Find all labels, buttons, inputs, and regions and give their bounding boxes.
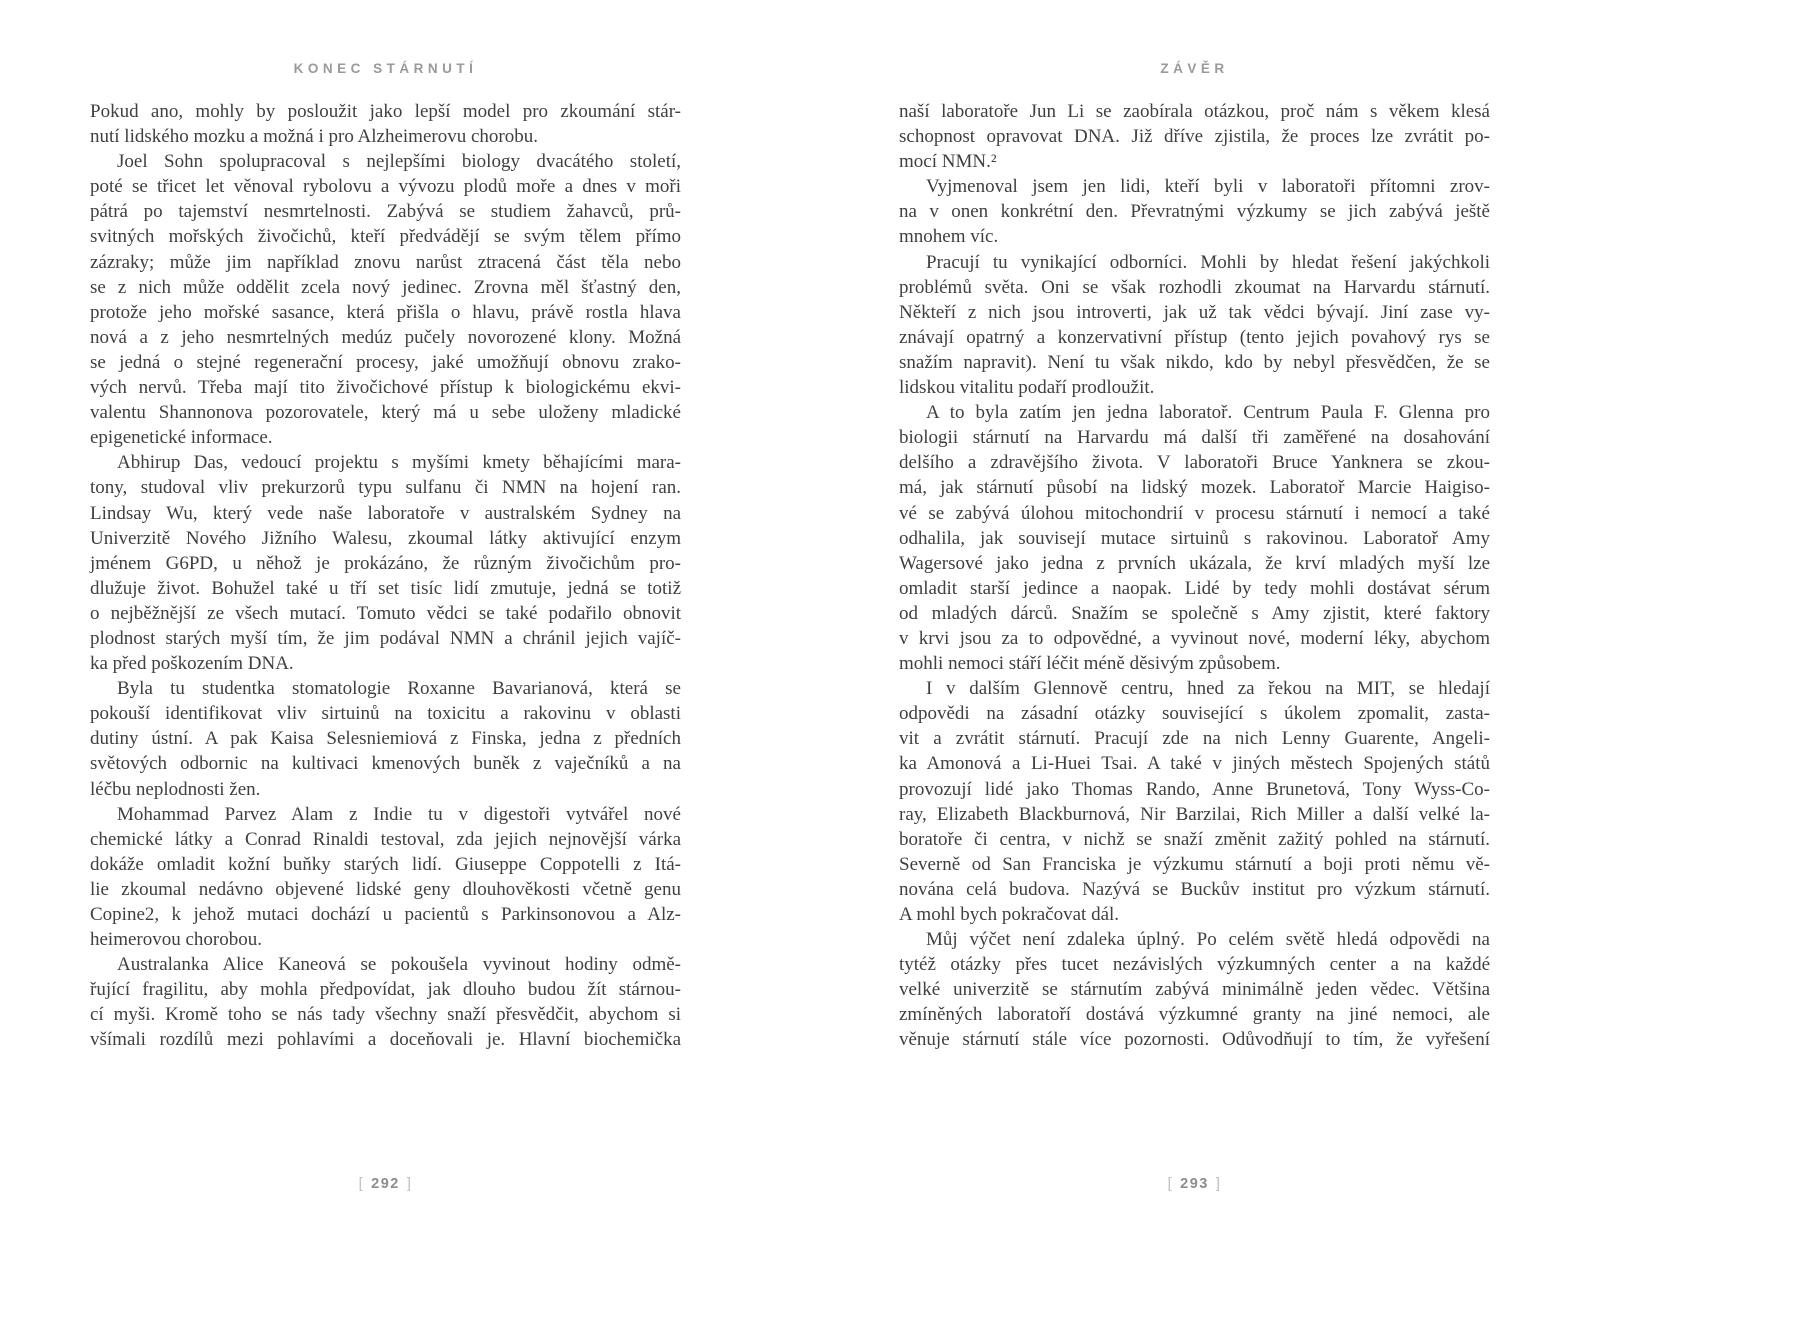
page-number-right [899,1176,1490,1192]
text-line: schopnost opravovat DNA. Již dříve zjistila, že proces lze zvrátit po- [899,126,1490,148]
page-body-left [90,99,681,1053]
text-line: mocí NMN.² [899,151,997,173]
text-line: poté se třicet let věnoval rybolovu a vývozu plodů moře a dnes v moři [90,176,681,198]
text-line: Lindsay Wu, který vede naše laboratoře v australském Sydney na [90,502,681,524]
text-line: nována celá budova. Nazývá se Buckův institut pro výzkum stárnutí. [899,878,1490,900]
text-line: snažím napravit). Není tu však nikdo, kdo by nebyl přesvědčen, že se [899,351,1490,373]
folio-number: 293 [1180,1176,1209,1192]
text-line: se z nich může oddělit zcela nový jedinec. Zrovna měl šťastný den, [90,276,681,298]
running-header-left: KONEC STÁRNUTÍ [293,61,478,76]
text-line: ka před poškozením DNA. [90,653,294,675]
text-line: epigenetické informace. [90,427,273,449]
text-line: na v onen konkrétní den. Převratnými výzkumy se jich zabývá ještě [899,201,1490,223]
text-line: Pracují tu vynikající odborníci. Mohli by hledat řešení jakýchkoli [926,251,1490,273]
text-line: svitných mořských živočichů, kteří předvádějí se svým tělem přímo [90,226,681,248]
text-line: tytéž otázky přes tucet nezávislých výzkumných center a na každé [899,954,1490,976]
folio-number: 292 [371,1176,400,1192]
text-line: v krvi jsou za to odpovědné, a vyvinout nové, moderní léky, abychom [899,627,1490,649]
text-line: odhalila, jak souvisejí mutace sirtuinů s rakovinou. Laboratoř Amy [899,527,1490,549]
text-line: Joel Sohn spolupracoval s nejlepšími biology dvacátého století, [117,151,681,173]
text-line: protože jeho mořské sasance, která přišla o hlavu, právě rostla hlava [90,301,681,323]
text-line: mnohem víc. [899,226,999,248]
folio-close-bracket: ] [406,1176,413,1192]
text-line: ray, Elizabeth Blackburnová, Nir Barzilai, Rich Miller a další velké la- [899,803,1490,825]
text-line: Byla tu studentka stomatologie Roxanne Bavarianová, která se [117,678,681,700]
text-line: Mohammad Parvez Alam z Indie tu v digestoři vytvářel nové [117,803,681,825]
text-line: delšího a zdravějšího života. V laboratoři Bruce Yanknera se zkou- [899,452,1490,474]
text-line: Wagersové jako jedna z prvních ukázala, že krví mladých myší lze [899,552,1490,574]
page-number-left [90,1176,681,1192]
folio-open-bracket: [ [1167,1176,1174,1192]
text-line: vit a zvrátit stárnutí. Pracují zde na nich Lenny Guarente, Angeli- [899,728,1490,750]
text-line: heimerovou chorobou. [90,929,263,951]
text-line: cí myši. Kromě toho se nás tady všechny snaží přesvědčit, abychom si [90,1004,681,1026]
running-header-right: ZÁVĚR [1160,61,1229,76]
text-line: zmíněných laboratoří dostává výzkumné granty na jiné nemoci, ale [899,1004,1490,1026]
text-line: Můj výčet není zdaleka úplný. Po celém světě hledá odpovědi na [926,929,1490,951]
text-line: ka Amonová a Li-Huei Tsai. A také v jiných městech Spojených států [899,753,1490,775]
text-line: omladit starší jedince a naopak. Lidé by tedy mohli dostávat sérum [899,577,1490,599]
text-line: dokáže omladit kožní buňky starých lidí. Giuseppe Coppotelli z Itá- [90,853,681,875]
text-line: Univerzitě Nového Jižního Walesu, zkoumal látky aktivující enzym [90,527,681,549]
text-line: lidskou vitalitu podaří prodloužit. [899,377,1155,399]
text-line: vé se zabývá úlohou mitochondrií v procesu stárnutí i nemocí a také [899,502,1490,524]
text-line: chemické látky a Conrad Rinaldi testoval, zda jejich nejnovější várka [90,828,681,850]
text-line: znávají opatrný a konzervativní přístup (tento jejich povahový rys se [899,326,1490,348]
text-line: A to byla zatím jen jedna laboratoř. Centrum Paula F. Glenna pro [926,402,1490,424]
text-line: lie zkoumal nedávno objevené lidské geny dlouhověkosti včetně genu [90,878,681,900]
text-line: zázraky; může jim například znovu narůst ztracená část těla nebo [90,251,681,273]
text-line: tony, studoval vliv prekurzorů typu sulfanu či NMN na hojení ran. [90,477,681,499]
text-line: Vyjmenoval jsem jen lidi, kteří byli v laboratoři přítomni zrov- [926,176,1490,198]
text-line: I v dalším Glennově centru, hned za řekou na MIT, se hledají [926,678,1490,700]
text-line: dutiny ústní. A pak Kaisa Selesniemiová z Finska, jedna z předních [90,728,681,750]
text-line: plodnost starých myší tím, že jim podával NMN a chránil jejich vajíč- [90,627,681,649]
text-line: jménem G6PD, u něhož je prokázáno, že různým živočichům pro- [90,552,681,574]
text-line: naší laboratoře Jun Li se zaobírala otázkou, proč nám s věkem klesá [899,101,1490,122]
text-line: Někteří z nich jsou introverti, jak už tak vědci bývají. Jiní zase vy- [899,301,1490,323]
text-line: mohli nemoci stáří léčit méně děsivým způsobem. [899,653,1281,675]
text-line: vých nervů. Třeba mají tito živočichové přístup k biologickému ekvi- [90,377,681,399]
text-line: odpovědi na zásadní otázky související s úkolem zpomalit, zasta- [899,703,1490,725]
text-line: řující fragilitu, aby mohla předpovídat, jak dlouho budou žít stárnou- [90,979,681,1001]
text-line: dlužuje život. Bohužel také u tří set tisíc lidí zmutuje, jedná se totiž [90,577,681,599]
text-line: věnuje stárnutí stále více pozornosti. Odůvodňují to tím, že vyřešení [899,1029,1490,1051]
text-line: velké univerzitě se stárnutím zabývá minimálně jeden vědec. Většina [899,979,1490,1001]
text-line: Abhirup Das, vedoucí projektu s myšími kmety běhajícími mara- [117,452,681,474]
text-line: A mohl bych pokračovat dál. [899,904,1120,925]
text-line: všímali rozdílů mezi pohlavími a doceňovali je. Hlavní biochemička [90,1029,681,1051]
text-line: Severně od San Franciska je výzkumu stárnutí a boji proti němu vě- [899,853,1490,875]
page-left [90,0,681,1336]
text-line: pátrá po tajemství nesmrtelnosti. Zabývá se studiem žahavců, prů- [90,201,681,223]
text-line: Australanka Alice Kaneová se pokoušela vyvinout hodiny odmě- [117,954,681,976]
text-line: pokouší identifikovat vliv sirtuinů na toxicitu a rakovinu v oblasti [90,703,681,725]
text-line: valentu Shannonova pozorovatele, který má u sebe uloženy mladické [90,402,681,424]
text-line: světových odbornic na kultivaci kmenových buněk z vaječníků a na [90,753,681,775]
text-line: nová a z jeho nesmrtelných medúz pučely novorozené klony. Možná [90,326,681,348]
text-line: má, jak stárnutí působí na lidský mozek. Laboratoř Marcie Haigiso- [899,477,1490,499]
text-line: od mladých dárců. Snažím se společně s Amy zjistit, které faktory [899,602,1490,624]
text-line: o nejběžnější ze všech mutací. Tomuto vědci se také podařilo obnovit [90,602,681,624]
text-line: Pokud ano, mohly by posloužit jako lepší model pro zkoumání stár- [90,101,681,122]
page-body-right [899,99,1490,1053]
text-line: biologii stárnutí na Harvardu má další tři zaměřené na dosahování [899,427,1490,449]
text-line: léčbu neplodnosti žen. [90,778,261,800]
text-line: nutí lidského mozku a možná i pro Alzheimerovu chorobu. [90,126,538,148]
text-line: se jedná o stejné regenerační procesy, jaké umožňují obnovu zrako- [90,351,681,373]
text-line: problémů světa. Oni se však rozhodli zkoumat na Harvardu stárnutí. [899,276,1490,298]
text-line: Copine2, k jehož mutaci dochází u pacientů s Parkinsonovou a Alz- [90,904,681,925]
page-right [899,0,1490,1336]
text-line: boratoře či centra, v nichž se snaží změnit zažitý pohled na stárnutí. [899,828,1490,850]
folio-open-bracket: [ [358,1176,365,1192]
folio-close-bracket: ] [1215,1176,1222,1192]
text-line: provozují lidé jako Thomas Rando, Anne Brunetová, Tony Wyss-Co- [899,778,1490,800]
